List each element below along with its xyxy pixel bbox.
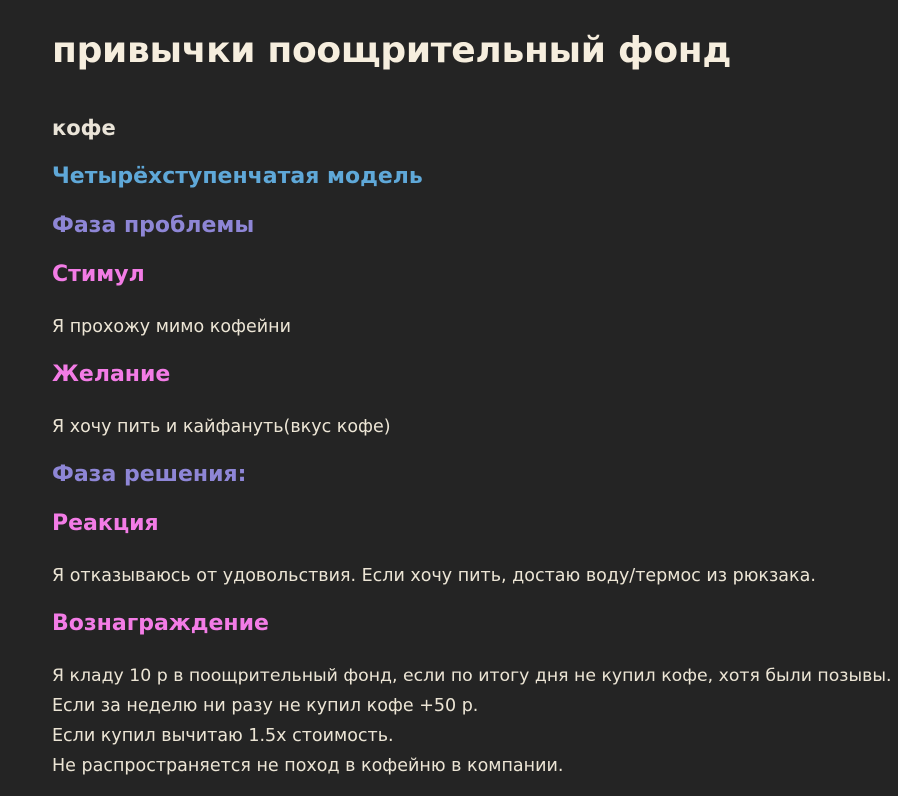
stimulus-text: Я прохожу мимо кофейни bbox=[52, 317, 291, 337]
habit-heading: кофе bbox=[52, 116, 116, 140]
reward-text-line: Если за неделю ни разу не купил кофе +50 р. bbox=[52, 696, 479, 716]
reward-heading: Вознаграждение bbox=[52, 611, 269, 636]
solution-phase-heading: Фаза решения: bbox=[52, 462, 247, 487]
stimulus-heading: Стимул bbox=[52, 262, 145, 287]
reaction-heading: Реакция bbox=[52, 511, 159, 536]
problem-phase-heading: Фаза проблемы bbox=[52, 213, 255, 238]
desire-text: Я хочу пить и кайфануть(вкус кофе) bbox=[52, 417, 391, 437]
reaction-text: Я отказываюсь от удовольствия. Если хочу пить, достаю воду/термос из рюкзака. bbox=[52, 566, 816, 586]
reward-text-line: Я кладу 10 р в поощрительный фонд, если по итогу дня не купил кофе, хотя были позывы. bbox=[52, 666, 892, 686]
reward-text-line: Если купил вычитаю 1.5х стоимость. bbox=[52, 726, 394, 746]
desire-heading: Желание bbox=[52, 362, 171, 387]
page-title: привычки поощрительный фонд bbox=[52, 30, 732, 71]
model-heading: Четырёхступенчатая модель bbox=[52, 164, 423, 189]
reward-text-line: Не распространяется не поход в кофейню в компании. bbox=[52, 756, 564, 776]
